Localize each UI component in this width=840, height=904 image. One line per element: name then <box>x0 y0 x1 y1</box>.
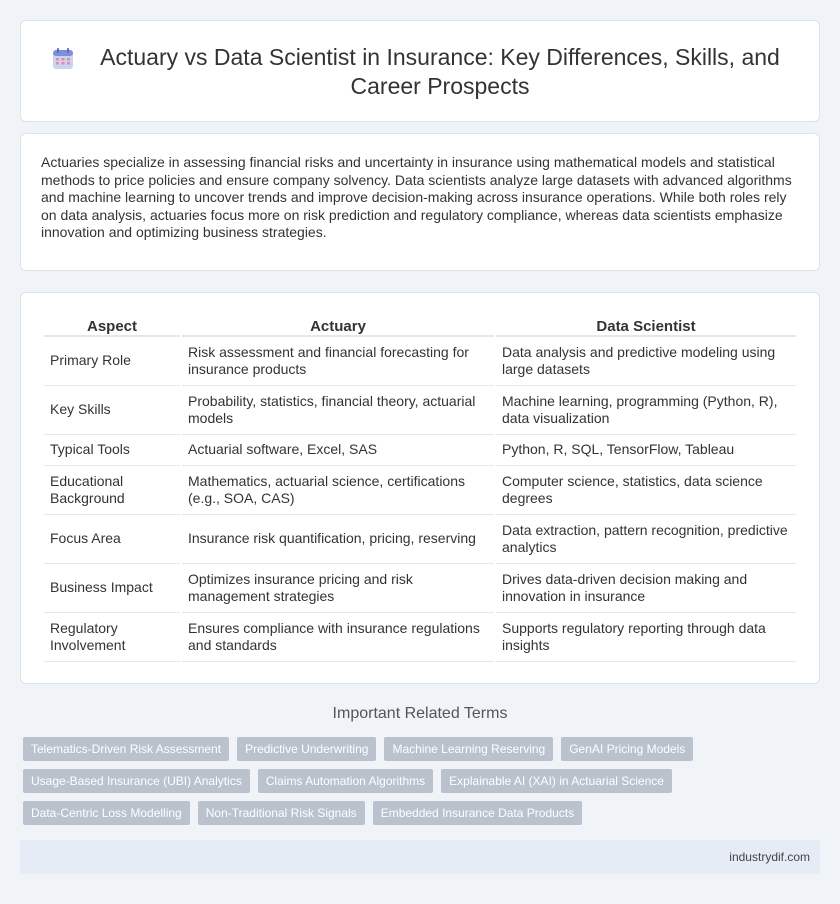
related-term-tag[interactable]: Predictive Underwriting <box>237 737 376 761</box>
related-terms-tags <box>23 737 823 833</box>
related-term-tag[interactable]: Usage-Based Insurance (UBI) Analytics <box>23 769 250 793</box>
intro-text: Actuaries specialize in assessing financial risks and uncertainty in insurance using mathematical models and statistical methods to price policies and ensure company solvency. Data scientists analyze large datasets with advanced algorithms and machine learning to uncover trends and improve decision-making across insurance operations. While both roles rely on data analysis, actuaries focus more on risk prediction and regulatory compliance, whereas data scientists emphasize innovation and optimizing business strategies. <box>41 154 792 240</box>
header-card <box>20 20 820 122</box>
header-data-scientist: Data Scientist <box>496 317 796 337</box>
related-term-tag[interactable]: Embedded Insurance Data Products <box>373 801 582 825</box>
aspect-cell: Key Skills <box>44 386 180 435</box>
table-row <box>44 337 796 386</box>
tag-row <box>23 769 823 793</box>
tag-row <box>23 801 823 825</box>
aspect-cell: Focus Area <box>44 515 180 564</box>
data-scientist-cell: Drives data-driven decision making and innovation in insurance <box>496 564 796 613</box>
actuary-cell: Probability, statistics, financial theory, actuarial models <box>182 386 494 435</box>
data-scientist-cell: Data analysis and predictive modeling using large datasets <box>496 337 796 386</box>
related-term-tag[interactable]: GenAI Pricing Models <box>561 737 693 761</box>
related-term-tag[interactable]: Non-Traditional Risk Signals <box>198 801 365 825</box>
actuary-cell: Mathematics, actuarial science, certifications (e.g., SOA, CAS) <box>182 466 494 515</box>
related-term-tag[interactable]: Telematics-Driven Risk Assessment <box>23 737 229 761</box>
footer-site-link[interactable]: industrydif.com <box>729 850 810 864</box>
actuary-cell: Optimizes insurance pricing and risk management strategies <box>182 564 494 613</box>
actuary-cell: Risk assessment and financial forecasting for insurance products <box>182 337 494 386</box>
table-row <box>44 515 796 564</box>
header-actuary: Actuary <box>182 317 494 337</box>
data-scientist-cell: Supports regulatory reporting through data insights <box>496 613 796 662</box>
data-scientist-cell: Python, R, SQL, TensorFlow, Tableau <box>496 435 796 466</box>
actuary-cell: Ensures compliance with insurance regulations and standards <box>182 613 494 662</box>
table-row <box>44 564 796 613</box>
data-scientist-cell: Machine learning, programming (Python, R), data visualization <box>496 386 796 435</box>
table-row <box>44 613 796 662</box>
data-scientist-cell: Data extraction, pattern recognition, predictive analytics <box>496 515 796 564</box>
comparison-table <box>42 317 798 662</box>
tag-row <box>23 737 823 761</box>
intro-card <box>20 133 820 271</box>
header-aspect: Aspect <box>44 317 180 337</box>
page-title: Actuary vs Data Scientist in Insurance: Key Differences, Skills, and Career Prospects <box>100 44 780 99</box>
aspect-cell: Business Impact <box>44 564 180 613</box>
actuary-cell: Insurance risk quantification, pricing, reserving <box>182 515 494 564</box>
related-term-tag[interactable]: Explainable AI (XAI) in Actuarial Science <box>441 769 672 793</box>
related-term-tag[interactable]: Claims Automation Algorithms <box>258 769 433 793</box>
table-row <box>44 435 796 466</box>
comparison-table-card <box>20 292 820 684</box>
related-term-tag[interactable]: Machine Learning Reserving <box>384 737 553 761</box>
actuary-cell: Actuarial software, Excel, SAS <box>182 435 494 466</box>
aspect-cell: Educational Background <box>44 466 180 515</box>
aspect-cell: Typical Tools <box>44 435 180 466</box>
related-term-tag[interactable]: Data-Centric Loss Modelling <box>23 801 190 825</box>
aspect-cell: Primary Role <box>44 337 180 386</box>
table-row <box>44 466 796 515</box>
table-header-row <box>44 317 796 337</box>
data-scientist-cell: Computer science, statistics, data science degrees <box>496 466 796 515</box>
footer <box>20 840 820 874</box>
calendar-icon <box>51 47 75 71</box>
table-row <box>44 386 796 435</box>
related-terms-title: Important Related Terms <box>332 705 508 722</box>
aspect-cell: Regulatory Involvement <box>44 613 180 662</box>
